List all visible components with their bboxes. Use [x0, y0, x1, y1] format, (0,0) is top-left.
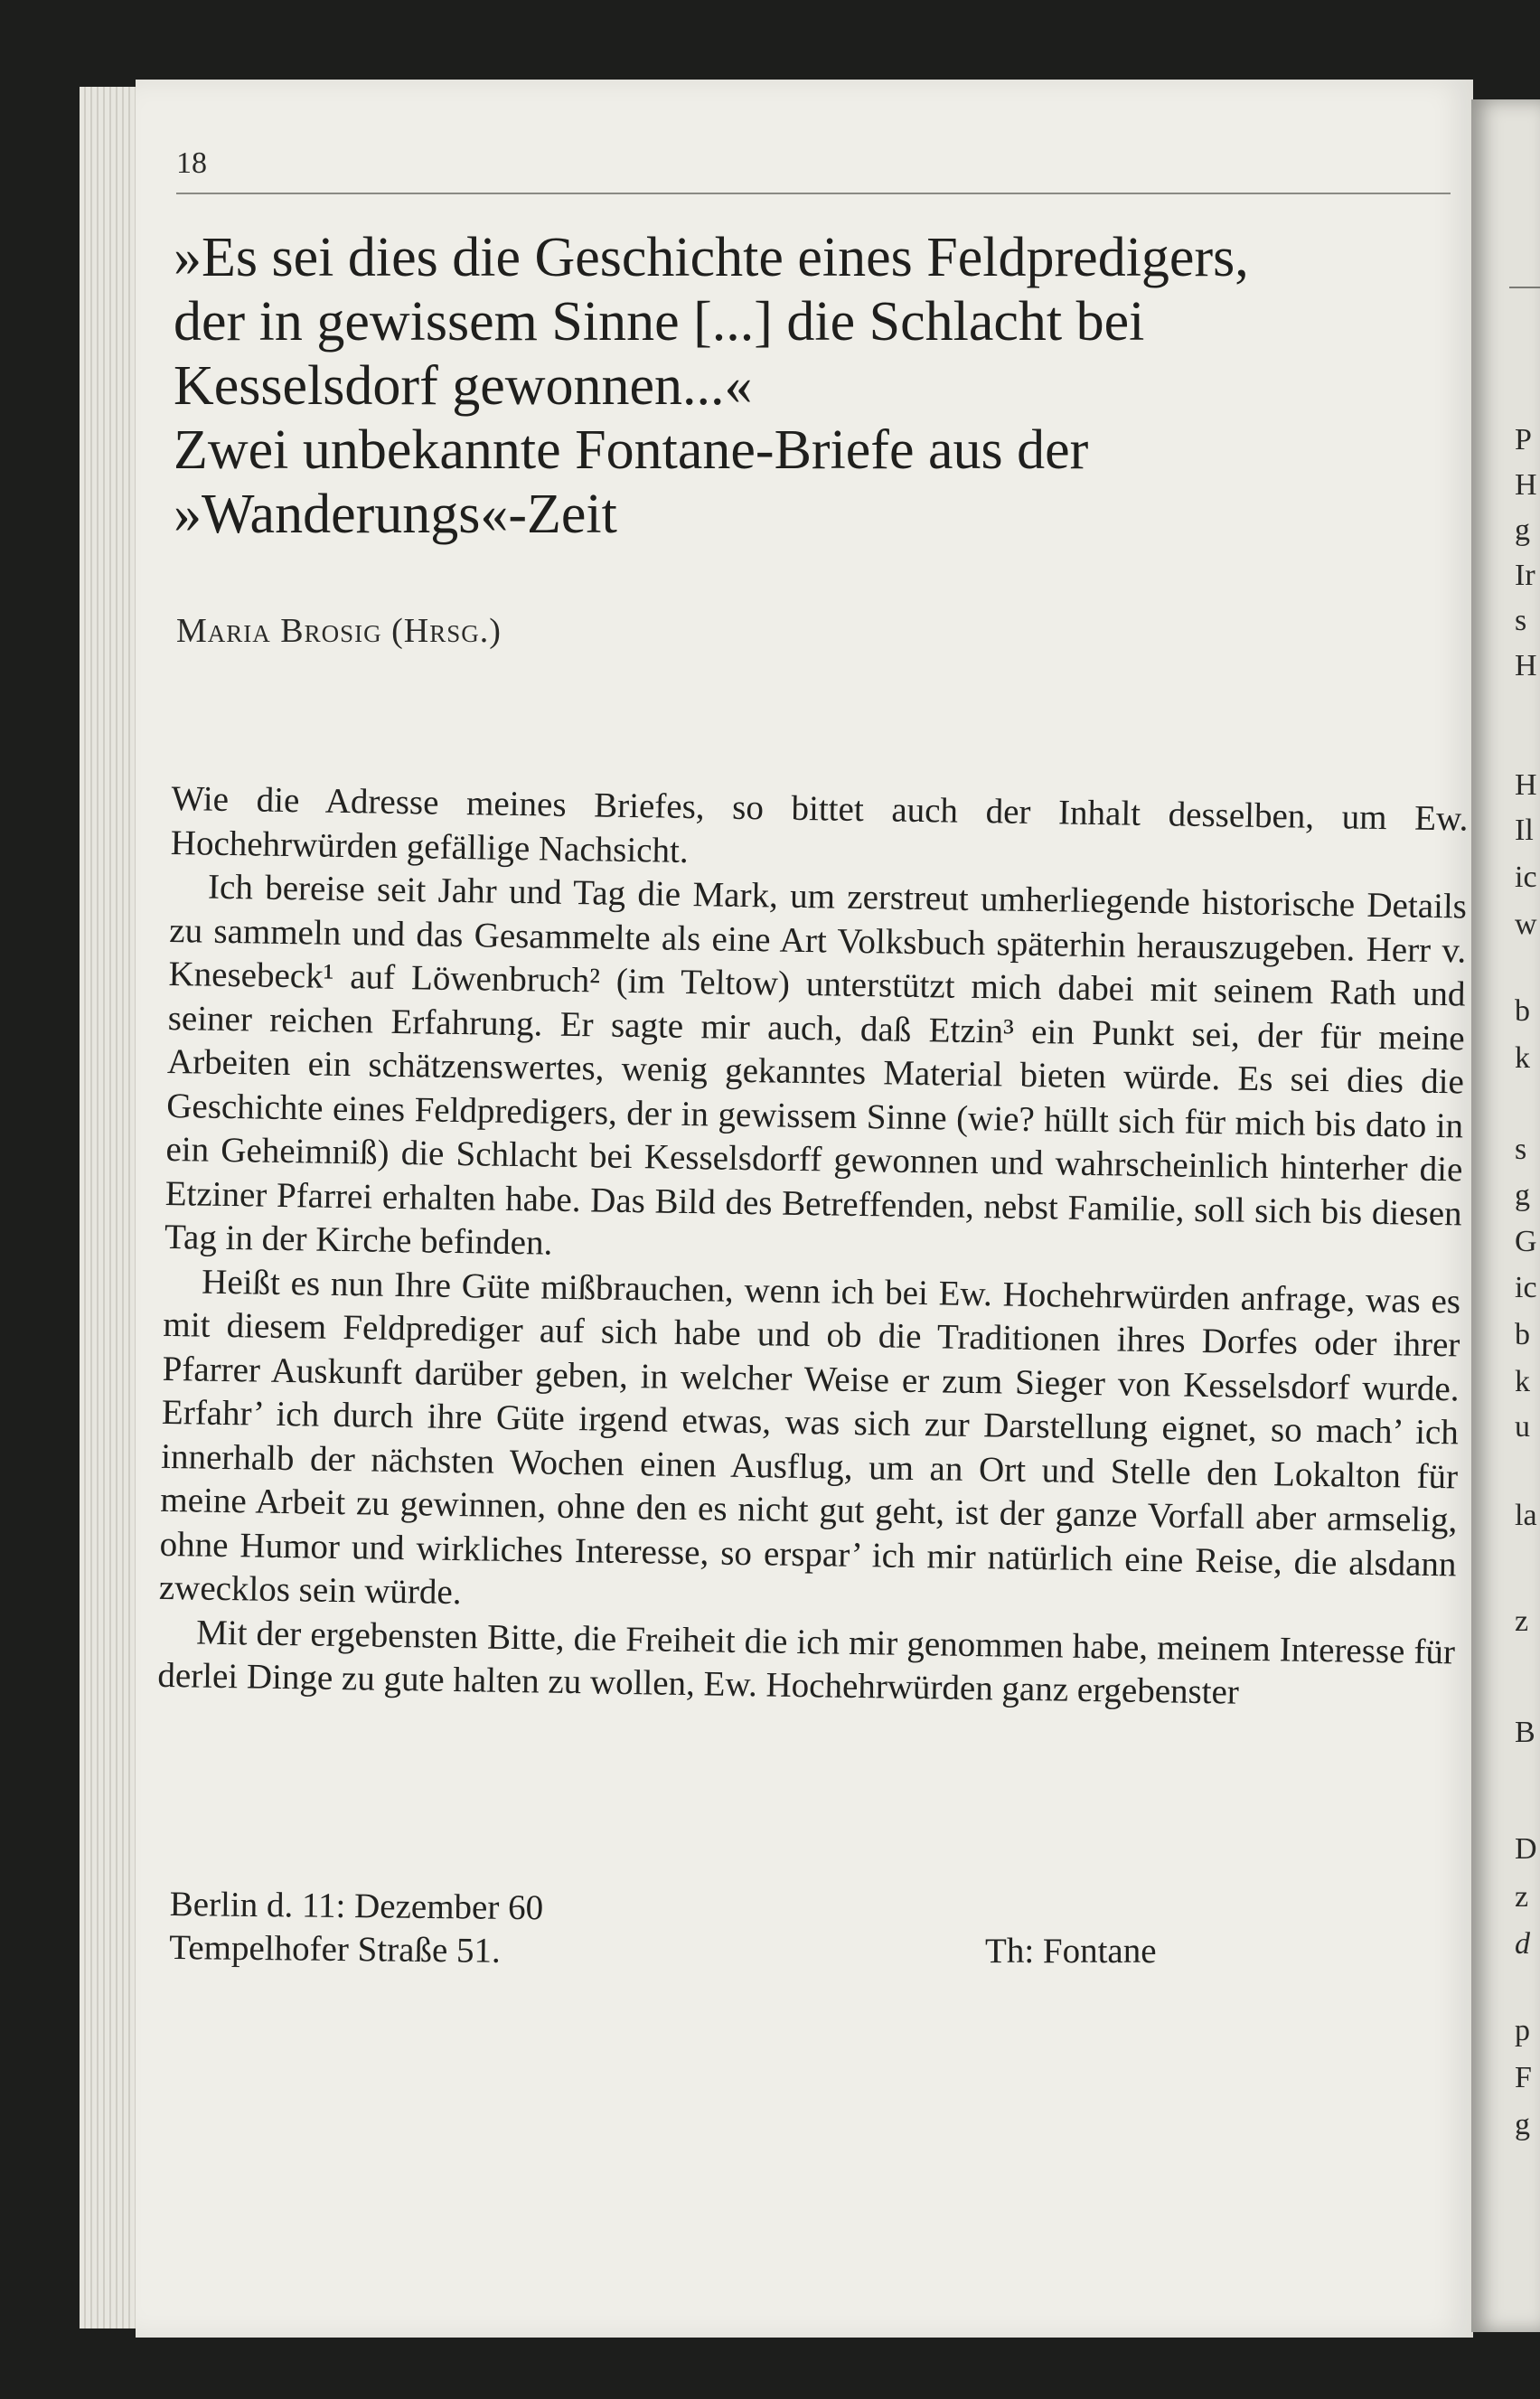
facing-fragment: u	[1515, 1410, 1530, 1444]
facing-fragment: s	[1515, 1133, 1527, 1166]
facing-fragment: P	[1515, 423, 1532, 456]
header-rule	[176, 193, 1451, 194]
title-line: »Es sei dies die Geschichte eines Feldpredigers,	[174, 227, 1249, 288]
title-line: Kesselsdorf gewonnen...«	[174, 355, 753, 417]
facing-fragment: H	[1515, 649, 1537, 682]
letter-signature: Th: Fontane	[985, 1932, 1157, 1971]
facing-fragment: k	[1515, 1041, 1530, 1075]
facing-fragment: ic	[1515, 861, 1537, 894]
facing-fragment: Il	[1515, 814, 1534, 847]
facing-fragment: z	[1515, 1880, 1529, 1914]
facing-fragment: g	[1515, 1179, 1530, 1212]
facing-fragment: k	[1515, 1365, 1530, 1398]
facing-fragment: d	[1515, 1927, 1530, 1961]
article-title	[174, 226, 1457, 547]
facing-fragment: G	[1515, 1225, 1537, 1258]
title-line: »Wanderungs«-Zeit	[174, 484, 617, 545]
facing-fragment: ic	[1515, 1271, 1537, 1304]
letter-place-date	[169, 1883, 543, 1973]
letter-paragraph: Wie die Adresse meines Briefes, so bittet auch der Inhalt desselben, um Ew. Hochehrwürden gefällige Nachsicht.	[170, 778, 1469, 870]
facing-fragment: B	[1515, 1716, 1535, 1749]
letter-paragraph: Heißt es nun Ihre Güte mißbrauchen, wenn ich bei Ew. Hochehrwürden anfrage, was es mit diesem Feldprediger auf sich habe und ob die Traditionen ihres Dorfes oder ihrer Pfarrer Auskunft darüber geben, in welcher Weise er zum Sieger von Kesselsdorf wurde. Erfahr’ ich durch ihre Güte irgend etwas, was sich zur Darstellung eignet, so mach’ ich innerhalb der nächsten Wochen einen Ausflug, um an Ort und Stelle den Lokalton für meine Arbeit zu gewinnen, ohne den es nicht gut geht, ist der ganze Vorfall aber armselig, ohne Humor und wirkliches Interesse, so erspar’ ich mir natürlich eine Reise, die alsdann zwecklos sein würde.	[158, 1262, 1461, 1613]
letter-paragraph: Ich bereise seit Jahr und Tag die Mark, um zerstreut umherliegende historische Details zu sammeln und das Gesammelte als eine Art Volksbuch späterhin herauszugeben. Herr v. Knesebeck¹ auf Löwenbruch² (im Teltow) unterstützt mich dabei mit seinem Rath und seiner reichen Erfahrung. Er sagte mir auch, daß Etzin³ ein Punkt sei, der für meine Arbeiten ein schätzenswertes, wenig gekanntes Material bieten würde. Es sei dies die Geschichte eines Feldpredigers, der in gewissem Sinne (wie? hüllt sich für mich bis dato in ein Geheimniß) die Schlacht bei Kesselsdorff gewonnen und wahrscheinlich hinterher die Etziner Pfarrei erhalten habe. Das Bild des Betreffenden, nebst Familie, soll sich bis diesen Tag in der Kirche befinden.	[164, 867, 1468, 1263]
facing-fragment: g	[1515, 2108, 1530, 2141]
page-number: 18	[176, 146, 207, 180]
facing-fragment: b	[1515, 994, 1530, 1028]
facing-fragment: z	[1515, 1604, 1529, 1638]
facing-fragment: w	[1515, 908, 1537, 941]
title-line: Zwei unbekannte Fontane-Briefe aus der	[174, 419, 1089, 481]
facing-fragment: H	[1515, 768, 1537, 802]
facing-fragment: s	[1515, 604, 1527, 637]
facing-fragment: D	[1515, 1832, 1537, 1866]
place-date-line: Berlin d. 11: Dezember 60	[169, 1885, 544, 1928]
facing-page-rule	[1509, 287, 1540, 288]
facing-fragment: F	[1515, 2061, 1532, 2094]
letter-paragraph: Mit der ergebensten Bitte, die Freiheit die ich mir genommen habe, meinem Interesse für derlei Dinge zu gute halten zu wollen, Ew. Hochehrwürden ganz ergebenster	[157, 1613, 1456, 1712]
facing-fragment: g	[1515, 513, 1530, 547]
author-line: Maria Brosig (Hrsg.)	[176, 612, 502, 650]
letter-body	[157, 777, 1469, 1718]
facing-fragment: p	[1515, 2014, 1530, 2047]
facing-page	[1471, 99, 1540, 2332]
place-date-line: Tempelhofer Straße 51.	[169, 1927, 502, 1971]
facing-fragment: b	[1515, 1318, 1530, 1351]
facing-fragment: Ir	[1515, 559, 1535, 592]
facing-fragment: la	[1515, 1499, 1537, 1532]
title-line: der in gewissem Sinne [...] die Schlacht bei	[174, 291, 1145, 353]
facing-fragment: H	[1515, 468, 1537, 502]
